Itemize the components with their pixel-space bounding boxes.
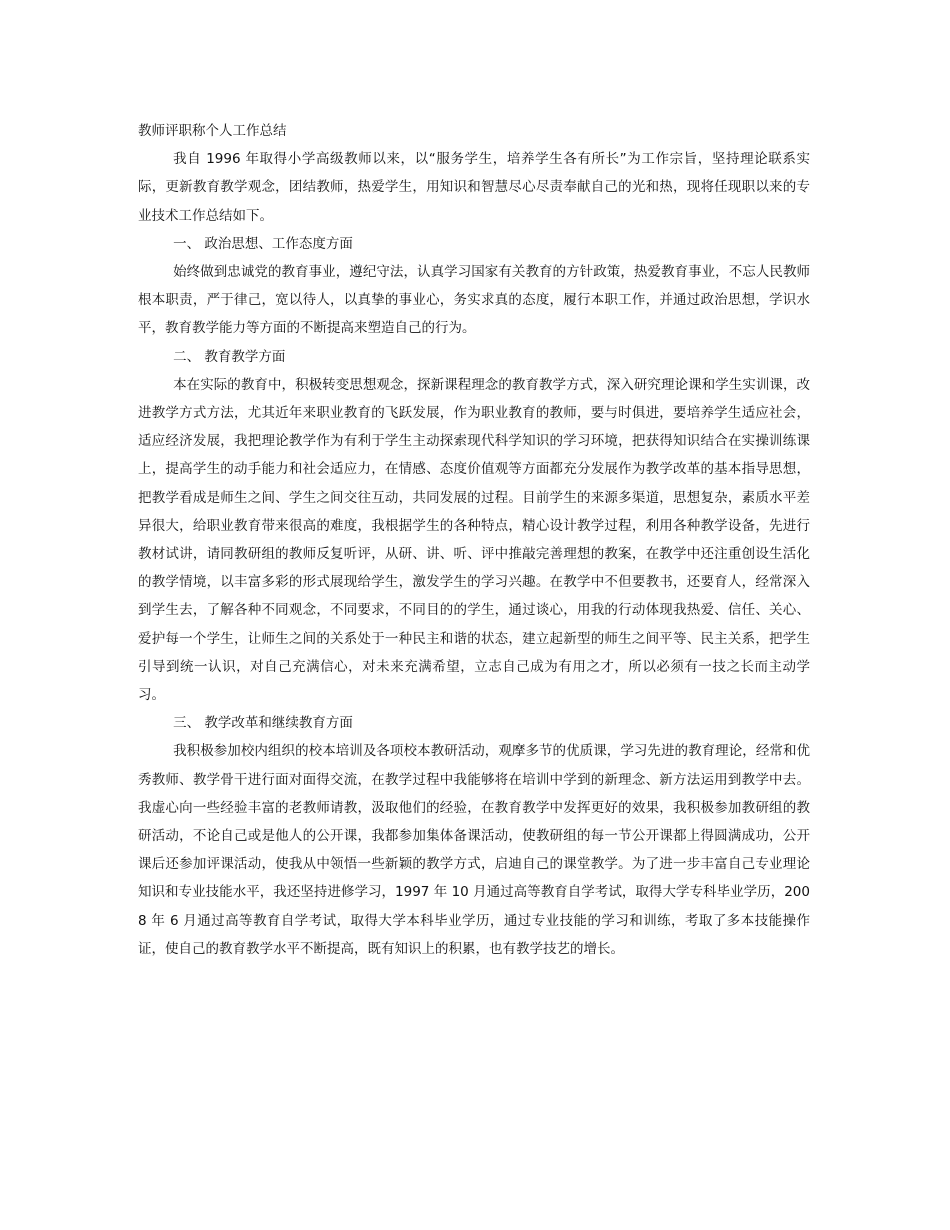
intro-paragraph: 我自 1996 年取得小学高级教师以来，以“服务学生，培养学生各有所长”为工作宗旨，坚持理论联系实际，更新教育教学观念，团结教师，热爱学生，用知识和智慧尽心尽责奉献自己的光和热，现将任现职以来的专业技术工作总结如下。 [138,151,810,224]
document-body [138,117,810,963]
section-body-teaching: 本在实际的教育中，积极转变思想观念，探新课程理念的教育教学方式，深入研究理论课和学生实训课，改进教学方式方法，尤其近年来职业教育的飞跃发展，作为职业教育的教师，要与时俱进，要培养学生适应社会，适应经济发展，我把理论教学作为有利于学生主动探索现代科学知识的学习环境，把获得知识结合在实操训练课上，提高学生的动手能力和社会适应力，在情感、态度价值观等方面都充分发展作为教学改革的基本指导思想，把教学看成是师生之间、学生之间交往互动，共同发展的过程。目前学生的来源多渠道，思想复杂，素质水平差异很大，给职业教育带来很高的难度，我根据学生的各种特点，精心设计教学过程，利用各种教学设备，先进行教材试讲，请同教研组的教师反复听评，从研、讲、听、评中推敲完善理想的教案，在教学中还注重创设生活化的教学情境，以丰富多彩的形式展现给学生，激发学生的学习兴趣。在教学中不但要教书，还要育人，经常深入到学生去，了解各种不同观念，不同要求，不同目的的学生，通过谈心，用我的行动体现我热爱、信任、关心、爱护每一个学生，让师生之间的关系处于一种民主和谐的状态，建立起新型的师生之间平等、民主关系，把学生引导到统一认识，对自己充满信心，对未来充满希望，立志自己成为有用之才，所以必须有一技之长而主动学习。 [138,376,810,704]
section-heading-reform: 三、 教学改革和继续教育方面 [173,715,353,732]
section-heading-politics: 一、 政治思想、工作态度方面 [173,235,353,252]
document-title: 教师评职称个人工作总结 [138,123,287,139]
section-body-reform: 我积极参加校内组织的校本培训及各项校本教研活动，观摩多节的优质课，学习先进的教育理论，经常和优秀教师、教学骨干进行面对面得交流，在教学过程中我能够将在培训中学到的新理念、新方法运用到教学中去。我虚心向一些经验丰富的老教师请教，汲取他们的经验，在教育教学中发挥更好的效果，我积极参加教研组的教研活动，不论自己或是他人的公开课，我都参加集体备课活动，使教研组的每一节公开课都上得圆满成功，公开课后还参加评课活动，使我从中领悟一些新颖的教学方式，启迪自己的课堂教学。为了进一步丰富自己专业理论知识和专业技能水平，我还坚持进修学习，1997 年 10 月通过高等教育自学考试，取得大学专科毕业学历，2008 年 6 月通过高等教育自学考试，取得大学本科毕业学历，通过专业技能的学习和训练，考取了多本技能操作证，使自己的教育教学水平不断提高，既有知识上的积累，也有教学技艺的增长。 [138,743,810,957]
section-heading-teaching: 二、 教育教学方面 [173,348,286,365]
section-body-politics: 始终做到忠诚党的教育事业，遵纪守法，认真学习国家有关教育的方针政策，热爱教育事业，不忘人民教师根本职责，严于律己，宽以待人，以真挚的事业心，务实求真的态度，履行本职工作，并通过政治思想，学识水平，教育教学能力等方面的不断提高来塑造自己的行为。 [138,264,810,337]
